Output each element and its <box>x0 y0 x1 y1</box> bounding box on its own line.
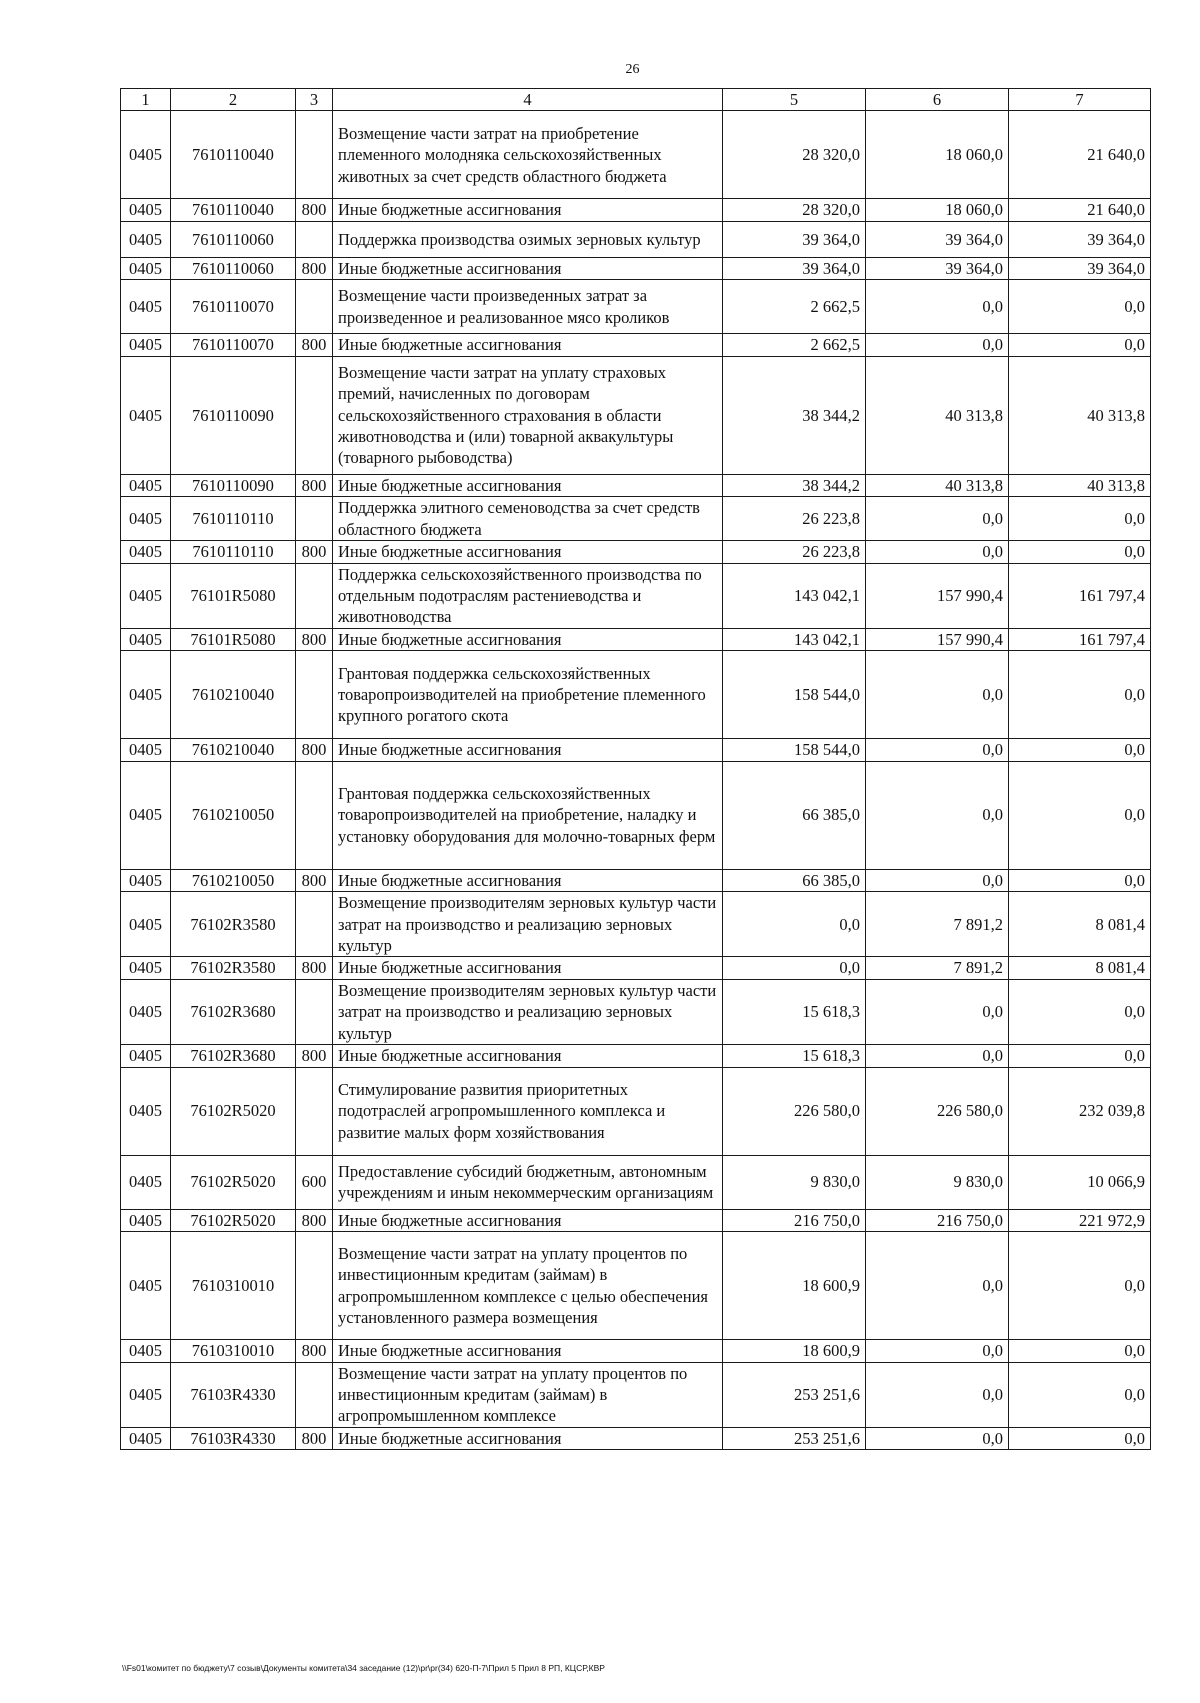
table-row <box>121 497 1151 541</box>
amount-year3-cell: 39 364,0 <box>1009 221 1151 257</box>
amount-year2-cell: 0,0 <box>866 1232 1009 1340</box>
section-code-cell: 0405 <box>121 1045 171 1067</box>
expense-type-cell <box>296 497 333 541</box>
amount-year2-cell: 0,0 <box>866 334 1009 356</box>
item-name-cell: Иные бюджетные ассигнования <box>333 1209 723 1231</box>
section-code-cell: 0405 <box>121 221 171 257</box>
target-article-cell: 7610110070 <box>171 280 296 334</box>
amount-year2-cell: 40 313,8 <box>866 474 1009 496</box>
table-row <box>121 1340 1151 1362</box>
section-code-cell: 0405 <box>121 1155 171 1209</box>
section-code-cell: 0405 <box>121 257 171 279</box>
amount-year3-cell: 21 640,0 <box>1009 111 1151 199</box>
target-article-cell: 76102R5020 <box>171 1209 296 1231</box>
amount-year2-cell: 157 990,4 <box>866 563 1009 628</box>
section-code-cell: 0405 <box>121 280 171 334</box>
amount-year3-cell: 40 313,8 <box>1009 356 1151 474</box>
table-row <box>121 1427 1151 1449</box>
column-header: 5 <box>723 89 866 111</box>
section-code-cell: 0405 <box>121 1209 171 1231</box>
section-code-cell: 0405 <box>121 1232 171 1340</box>
amount-year1-cell: 158 544,0 <box>723 739 866 761</box>
table-row <box>121 761 1151 869</box>
column-header: 2 <box>171 89 296 111</box>
table-row <box>121 892 1151 957</box>
item-name-cell: Возмещение производителям зерновых культур части затрат на производство и реализацию зерновых культур <box>333 979 723 1044</box>
column-header: 7 <box>1009 89 1151 111</box>
table-row <box>121 541 1151 563</box>
amount-year3-cell: 161 797,4 <box>1009 628 1151 650</box>
amount-year2-cell: 0,0 <box>866 651 1009 739</box>
item-name-cell: Иные бюджетные ассигнования <box>333 199 723 221</box>
target-article-cell: 7610310010 <box>171 1340 296 1362</box>
target-article-cell: 7610110040 <box>171 111 296 199</box>
amount-year1-cell: 26 223,8 <box>723 541 866 563</box>
column-header: 6 <box>866 89 1009 111</box>
amount-year3-cell: 0,0 <box>1009 334 1151 356</box>
table-row <box>121 199 1151 221</box>
table-row <box>121 1232 1151 1340</box>
section-code-cell: 0405 <box>121 1427 171 1449</box>
amount-year2-cell: 0,0 <box>866 1427 1009 1449</box>
table-row <box>121 739 1151 761</box>
expense-type-cell: 800 <box>296 474 333 496</box>
amount-year2-cell: 39 364,0 <box>866 221 1009 257</box>
table-row <box>121 869 1151 891</box>
expense-type-cell <box>296 892 333 957</box>
section-code-cell: 0405 <box>121 334 171 356</box>
amount-year3-cell: 232 039,8 <box>1009 1067 1151 1155</box>
item-name-cell: Возмещение части затрат на уплату процентов по инвестиционным кредитам (займам) в агропромышленном комплексе с целью обеспечения установленного размера возмещения <box>333 1232 723 1340</box>
section-code-cell: 0405 <box>121 761 171 869</box>
section-code-cell: 0405 <box>121 739 171 761</box>
amount-year2-cell: 9 830,0 <box>866 1155 1009 1209</box>
target-article-cell: 7610110070 <box>171 334 296 356</box>
target-article-cell: 76102R5020 <box>171 1155 296 1209</box>
target-article-cell: 7610210040 <box>171 739 296 761</box>
section-code-cell: 0405 <box>121 1340 171 1362</box>
column-number-row <box>121 89 1151 111</box>
section-code-cell: 0405 <box>121 979 171 1044</box>
section-code-cell: 0405 <box>121 651 171 739</box>
amount-year1-cell: 18 600,9 <box>723 1340 866 1362</box>
target-article-cell: 7610110110 <box>171 541 296 563</box>
amount-year1-cell: 15 618,3 <box>723 1045 866 1067</box>
expense-type-cell: 800 <box>296 541 333 563</box>
item-name-cell: Иные бюджетные ассигнования <box>333 1340 723 1362</box>
amount-year3-cell: 0,0 <box>1009 739 1151 761</box>
amount-year1-cell: 28 320,0 <box>723 111 866 199</box>
amount-year1-cell: 2 662,5 <box>723 280 866 334</box>
amount-year2-cell: 0,0 <box>866 1362 1009 1427</box>
target-article-cell: 7610110090 <box>171 474 296 496</box>
section-code-cell: 0405 <box>121 356 171 474</box>
amount-year3-cell: 0,0 <box>1009 869 1151 891</box>
table-row <box>121 1045 1151 1067</box>
amount-year2-cell: 18 060,0 <box>866 111 1009 199</box>
amount-year3-cell: 0,0 <box>1009 1232 1151 1340</box>
expense-type-cell: 800 <box>296 1045 333 1067</box>
amount-year2-cell: 0,0 <box>866 280 1009 334</box>
table-row <box>121 628 1151 650</box>
target-article-cell: 76101R5080 <box>171 563 296 628</box>
amount-year2-cell: 0,0 <box>866 761 1009 869</box>
amount-year1-cell: 9 830,0 <box>723 1155 866 1209</box>
item-name-cell: Стимулирование развития приоритетных подотраслей агропромышленного комплекса и развитие малых форм хозяйствования <box>333 1067 723 1155</box>
amount-year2-cell: 7 891,2 <box>866 957 1009 979</box>
target-article-cell: 76102R3580 <box>171 957 296 979</box>
amount-year1-cell: 253 251,6 <box>723 1427 866 1449</box>
amount-year3-cell: 8 081,4 <box>1009 892 1151 957</box>
item-name-cell: Поддержка элитного семеноводства за счет средств областного бюджета <box>333 497 723 541</box>
amount-year3-cell: 0,0 <box>1009 541 1151 563</box>
table-row <box>121 1209 1151 1231</box>
expense-type-cell: 800 <box>296 739 333 761</box>
table-row <box>121 221 1151 257</box>
expense-type-cell <box>296 356 333 474</box>
section-code-cell: 0405 <box>121 199 171 221</box>
amount-year1-cell: 38 344,2 <box>723 474 866 496</box>
column-header: 4 <box>333 89 723 111</box>
item-name-cell: Возмещение части затрат на уплату процентов по инвестиционным кредитам (займам) в агропромышленном комплексе <box>333 1362 723 1427</box>
column-header: 1 <box>121 89 171 111</box>
amount-year2-cell: 0,0 <box>866 739 1009 761</box>
amount-year2-cell: 0,0 <box>866 979 1009 1044</box>
item-name-cell: Иные бюджетные ассигнования <box>333 628 723 650</box>
amount-year1-cell: 253 251,6 <box>723 1362 866 1427</box>
table-row <box>121 474 1151 496</box>
expense-type-cell <box>296 563 333 628</box>
amount-year2-cell: 0,0 <box>866 497 1009 541</box>
item-name-cell: Иные бюджетные ассигнования <box>333 257 723 279</box>
table-row <box>121 563 1151 628</box>
expense-type-cell: 800 <box>296 257 333 279</box>
item-name-cell: Возмещение части затрат на приобретение племенного молодняка сельскохозяйственных животных за счет средств областного бюджета <box>333 111 723 199</box>
table-row <box>121 957 1151 979</box>
amount-year3-cell: 0,0 <box>1009 979 1151 1044</box>
amount-year2-cell: 226 580,0 <box>866 1067 1009 1155</box>
expense-type-cell <box>296 979 333 1044</box>
expense-type-cell <box>296 1067 333 1155</box>
item-name-cell: Грантовая поддержка сельскохозяйственных товаропроизводителей на приобретение племенного крупного рогатого скота <box>333 651 723 739</box>
target-article-cell: 76102R5020 <box>171 1067 296 1155</box>
amount-year1-cell: 18 600,9 <box>723 1232 866 1340</box>
amount-year3-cell: 0,0 <box>1009 1045 1151 1067</box>
item-name-cell: Иные бюджетные ассигнования <box>333 541 723 563</box>
amount-year3-cell: 0,0 <box>1009 761 1151 869</box>
amount-year1-cell: 0,0 <box>723 957 866 979</box>
expense-type-cell: 800 <box>296 1340 333 1362</box>
section-code-cell: 0405 <box>121 1067 171 1155</box>
table-row <box>121 111 1151 199</box>
column-header: 3 <box>296 89 333 111</box>
amount-year3-cell: 0,0 <box>1009 651 1151 739</box>
amount-year1-cell: 15 618,3 <box>723 979 866 1044</box>
table-row <box>121 651 1151 739</box>
item-name-cell: Возмещение производителям зерновых культур части затрат на производство и реализацию зерновых культур <box>333 892 723 957</box>
amount-year2-cell: 40 313,8 <box>866 356 1009 474</box>
expense-type-cell: 800 <box>296 334 333 356</box>
item-name-cell: Поддержка сельскохозяйственного производства по отдельным подотраслям растениеводства и животноводства <box>333 563 723 628</box>
target-article-cell: 7610210040 <box>171 651 296 739</box>
amount-year1-cell: 0,0 <box>723 892 866 957</box>
expense-type-cell: 800 <box>296 628 333 650</box>
amount-year1-cell: 39 364,0 <box>723 257 866 279</box>
target-article-cell: 76102R3680 <box>171 979 296 1044</box>
amount-year3-cell: 40 313,8 <box>1009 474 1151 496</box>
target-article-cell: 76102R3680 <box>171 1045 296 1067</box>
section-code-cell: 0405 <box>121 563 171 628</box>
expense-type-cell <box>296 111 333 199</box>
amount-year2-cell: 39 364,0 <box>866 257 1009 279</box>
expense-type-cell <box>296 761 333 869</box>
target-article-cell: 7610110060 <box>171 221 296 257</box>
expense-type-cell <box>296 280 333 334</box>
target-article-cell: 7610110090 <box>171 356 296 474</box>
amount-year1-cell: 226 580,0 <box>723 1067 866 1155</box>
page-number: 26 <box>625 62 640 77</box>
table-row <box>121 979 1151 1044</box>
amount-year1-cell: 26 223,8 <box>723 497 866 541</box>
amount-year1-cell: 38 344,2 <box>723 356 866 474</box>
section-code-cell: 0405 <box>121 474 171 496</box>
expense-type-cell <box>296 1232 333 1340</box>
expense-type-cell <box>296 651 333 739</box>
amount-year2-cell: 216 750,0 <box>866 1209 1009 1231</box>
target-article-cell: 76101R5080 <box>171 628 296 650</box>
amount-year1-cell: 158 544,0 <box>723 651 866 739</box>
item-name-cell: Предоставление субсидий бюджетным, автономным учреждениям и иным некоммерческим организациям <box>333 1155 723 1209</box>
amount-year2-cell: 0,0 <box>866 869 1009 891</box>
section-code-cell: 0405 <box>121 1362 171 1427</box>
item-name-cell: Иные бюджетные ассигнования <box>333 957 723 979</box>
section-code-cell: 0405 <box>121 497 171 541</box>
table-body <box>121 111 1151 1450</box>
item-name-cell: Иные бюджетные ассигнования <box>333 474 723 496</box>
amount-year2-cell: 157 990,4 <box>866 628 1009 650</box>
section-code-cell: 0405 <box>121 111 171 199</box>
target-article-cell: 7610310010 <box>171 1232 296 1340</box>
target-article-cell: 76102R3580 <box>171 892 296 957</box>
section-code-cell: 0405 <box>121 892 171 957</box>
item-name-cell: Возмещение части произведенных затрат за произведенное и реализованное мясо кроликов <box>333 280 723 334</box>
target-article-cell: 7610210050 <box>171 761 296 869</box>
item-name-cell: Иные бюджетные ассигнования <box>333 1045 723 1067</box>
table-row <box>121 1362 1151 1427</box>
item-name-cell: Поддержка производства озимых зерновых культур <box>333 221 723 257</box>
target-article-cell: 76103R4330 <box>171 1427 296 1449</box>
expense-type-cell: 800 <box>296 957 333 979</box>
section-code-cell: 0405 <box>121 957 171 979</box>
table-row <box>121 334 1151 356</box>
section-code-cell: 0405 <box>121 869 171 891</box>
amount-year1-cell: 39 364,0 <box>723 221 866 257</box>
table-row <box>121 1155 1151 1209</box>
amount-year2-cell: 7 891,2 <box>866 892 1009 957</box>
section-code-cell: 0405 <box>121 541 171 563</box>
amount-year3-cell: 0,0 <box>1009 1362 1151 1427</box>
amount-year1-cell: 66 385,0 <box>723 761 866 869</box>
item-name-cell: Иные бюджетные ассигнования <box>333 334 723 356</box>
item-name-cell: Иные бюджетные ассигнования <box>333 869 723 891</box>
amount-year3-cell: 10 066,9 <box>1009 1155 1151 1209</box>
amount-year1-cell: 143 042,1 <box>723 563 866 628</box>
item-name-cell: Грантовая поддержка сельскохозяйственных товаропроизводителей на приобретение, наладку и установку оборудования для молочно-товарных ферм <box>333 761 723 869</box>
table-row <box>121 257 1151 279</box>
budget-table <box>120 88 1151 1450</box>
item-name-cell: Возмещение части затрат на уплату страховых премий, начисленных по договорам сельскохозяйственного страхования в области животноводства и (или) товарной аквакультуры (товарного рыбоводства) <box>333 356 723 474</box>
amount-year3-cell: 161 797,4 <box>1009 563 1151 628</box>
amount-year3-cell: 21 640,0 <box>1009 199 1151 221</box>
item-name-cell: Иные бюджетные ассигнования <box>333 739 723 761</box>
target-article-cell: 7610110110 <box>171 497 296 541</box>
expense-type-cell: 800 <box>296 199 333 221</box>
expense-type-cell <box>296 221 333 257</box>
table-row <box>121 356 1151 474</box>
item-name-cell: Иные бюджетные ассигнования <box>333 1427 723 1449</box>
amount-year3-cell: 39 364,0 <box>1009 257 1151 279</box>
amount-year3-cell: 221 972,9 <box>1009 1209 1151 1231</box>
target-article-cell: 76103R4330 <box>171 1362 296 1427</box>
amount-year1-cell: 216 750,0 <box>723 1209 866 1231</box>
table-row <box>121 280 1151 334</box>
amount-year3-cell: 0,0 <box>1009 1340 1151 1362</box>
table-row <box>121 1067 1151 1155</box>
amount-year1-cell: 143 042,1 <box>723 628 866 650</box>
amount-year2-cell: 0,0 <box>866 1045 1009 1067</box>
section-code-cell: 0405 <box>121 628 171 650</box>
expense-type-cell: 800 <box>296 1427 333 1449</box>
target-article-cell: 7610110040 <box>171 199 296 221</box>
amount-year3-cell: 0,0 <box>1009 280 1151 334</box>
target-article-cell: 7610210050 <box>171 869 296 891</box>
target-article-cell: 7610110060 <box>171 257 296 279</box>
expense-type-cell: 600 <box>296 1155 333 1209</box>
amount-year2-cell: 18 060,0 <box>866 199 1009 221</box>
expense-type-cell: 800 <box>296 869 333 891</box>
amount-year1-cell: 66 385,0 <box>723 869 866 891</box>
file-path-footer: \\Fs01\комитет по бюджету\7 созыв\Документы комитета\34 заседание (12)\pr\pr(34) 620-П-7\Прил 5 Прил 8 РП, КЦСР,КВР <box>122 1663 605 1673</box>
expense-type-cell: 800 <box>296 1209 333 1231</box>
amount-year3-cell: 0,0 <box>1009 497 1151 541</box>
amount-year1-cell: 28 320,0 <box>723 199 866 221</box>
amount-year3-cell: 0,0 <box>1009 1427 1151 1449</box>
expense-type-cell <box>296 1362 333 1427</box>
amount-year2-cell: 0,0 <box>866 1340 1009 1362</box>
amount-year1-cell: 2 662,5 <box>723 334 866 356</box>
amount-year2-cell: 0,0 <box>866 541 1009 563</box>
amount-year3-cell: 8 081,4 <box>1009 957 1151 979</box>
